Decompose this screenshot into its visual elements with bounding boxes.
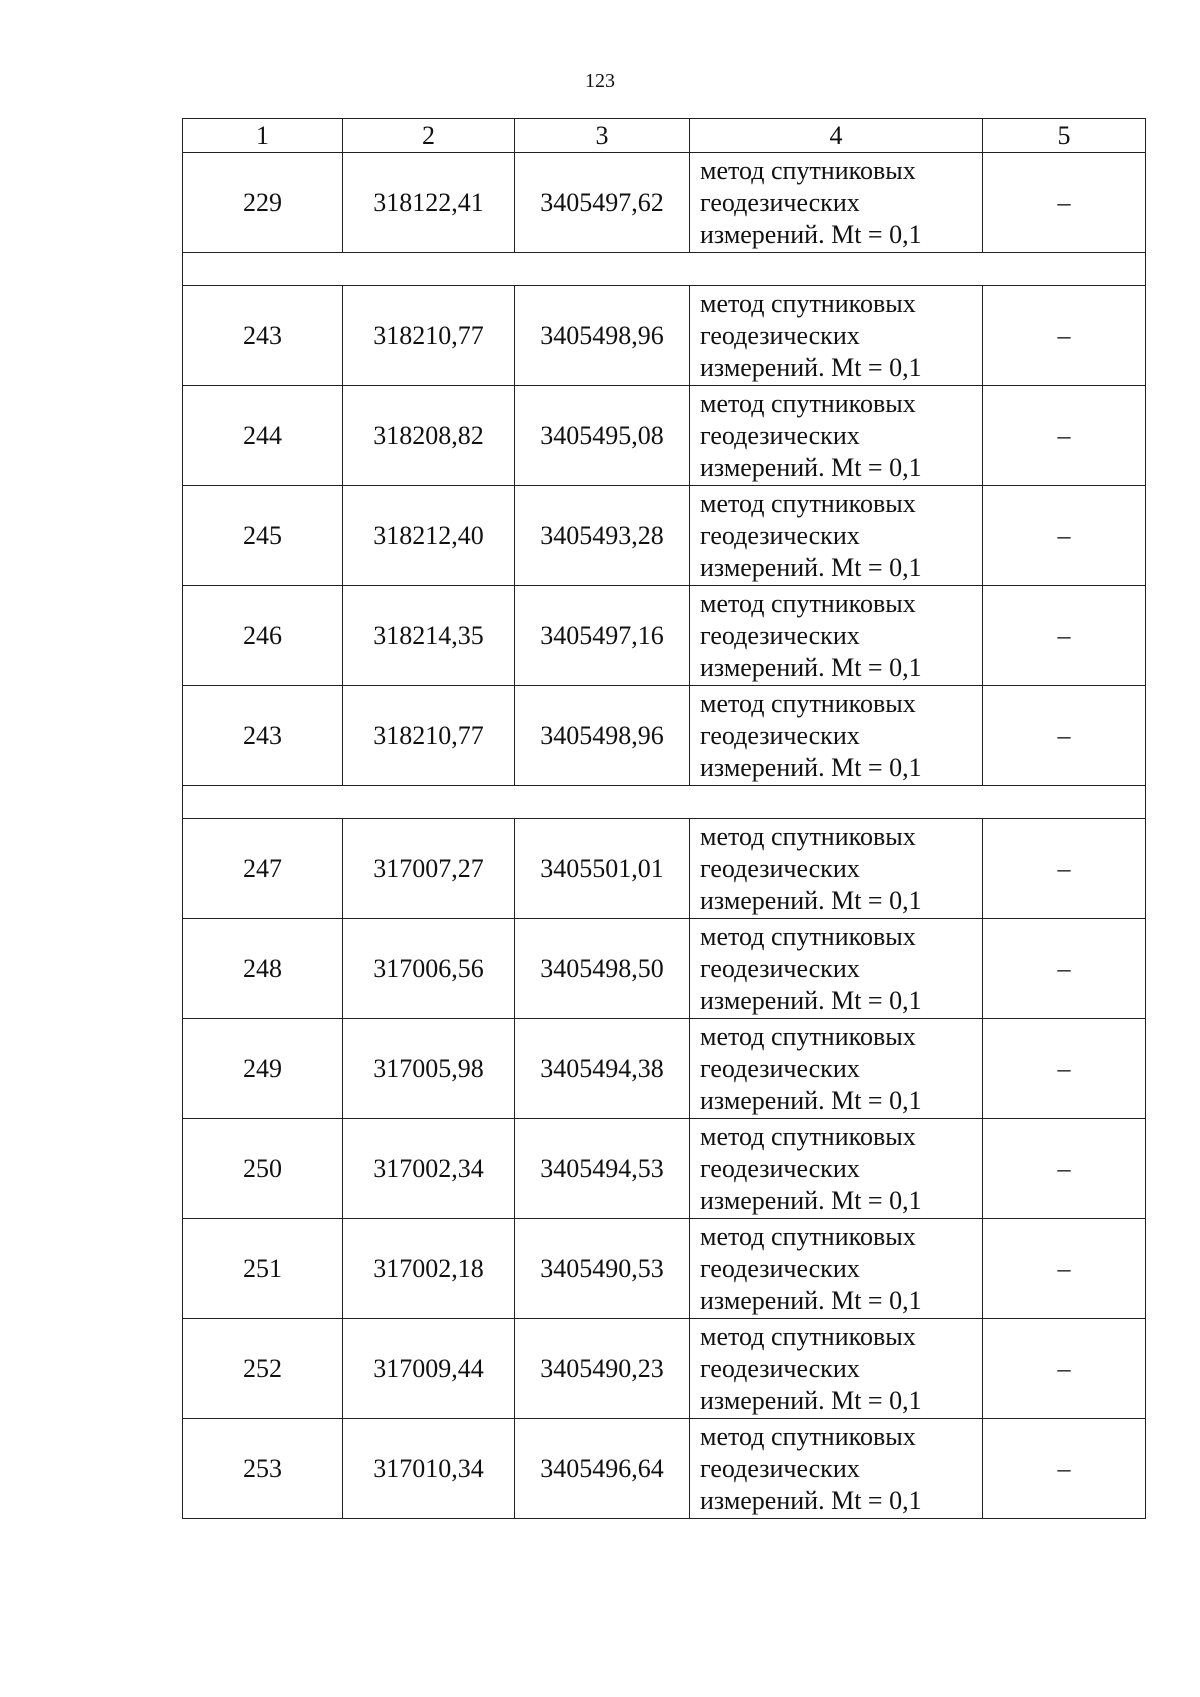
- section-separator-row: [183, 786, 1146, 819]
- method-line: метод спутниковых: [700, 1221, 916, 1251]
- method-line: измерений. Mt = 0,1: [700, 1385, 922, 1415]
- point-number-cell: 252: [183, 1319, 343, 1419]
- separator-cell: [183, 786, 1146, 819]
- table-row: [183, 919, 1146, 1019]
- method-line: метод спутниковых: [700, 155, 916, 185]
- note-cell: –: [983, 1019, 1146, 1119]
- column-header-5: 5: [983, 119, 1146, 153]
- y-coordinate-cell: 3405498,50: [515, 919, 690, 1019]
- point-number-cell: 253: [183, 1419, 343, 1519]
- table-row: [183, 819, 1146, 919]
- point-number-cell: 229: [183, 153, 343, 253]
- x-coordinate-cell: 317005,98: [343, 1019, 515, 1119]
- column-header-3: 3: [515, 119, 690, 153]
- method-cell: [690, 286, 983, 386]
- y-coordinate-cell: 3405496,64: [515, 1419, 690, 1519]
- y-coordinate-cell: 3405493,28: [515, 486, 690, 586]
- method-cell: [690, 153, 983, 253]
- table-row: [183, 1219, 1146, 1319]
- table-row: [183, 1019, 1146, 1119]
- method-line: измерений. Mt = 0,1: [700, 752, 922, 782]
- x-coordinate-cell: 317009,44: [343, 1319, 515, 1419]
- point-number-cell: 247: [183, 819, 343, 919]
- method-cell: [690, 686, 983, 786]
- x-coordinate-cell: 318212,40: [343, 486, 515, 586]
- page-number: 123: [585, 70, 615, 92]
- y-coordinate-cell: 3405497,16: [515, 586, 690, 686]
- point-number-cell: 248: [183, 919, 343, 1019]
- point-number-cell: 246: [183, 586, 343, 686]
- note-cell: –: [983, 686, 1146, 786]
- table-header: [183, 119, 1146, 153]
- note-cell: –: [983, 286, 1146, 386]
- table-row: [183, 1119, 1146, 1219]
- x-coordinate-cell: 318122,41: [343, 153, 515, 253]
- method-line: метод спутниковых: [700, 821, 916, 851]
- method-line: метод спутниковых: [700, 1321, 916, 1351]
- y-coordinate-cell: 3405497,62: [515, 153, 690, 253]
- method-line: измерений. Mt = 0,1: [700, 552, 922, 582]
- method-line: измерений. Mt = 0,1: [700, 985, 922, 1015]
- method-cell: [690, 1119, 983, 1219]
- table-row: [183, 286, 1146, 386]
- section-separator-row: [183, 253, 1146, 286]
- header-row: [183, 119, 1146, 153]
- y-coordinate-cell: 3405494,38: [515, 1019, 690, 1119]
- point-number-cell: 243: [183, 286, 343, 386]
- method-line: геодезических: [700, 720, 860, 750]
- note-cell: –: [983, 819, 1146, 919]
- method-line: измерений. Mt = 0,1: [700, 652, 922, 682]
- method-line: метод спутниковых: [700, 1121, 916, 1151]
- method-line: измерений. Mt = 0,1: [700, 352, 922, 382]
- x-coordinate-cell: 317002,34: [343, 1119, 515, 1219]
- method-line: измерений. Mt = 0,1: [700, 1285, 922, 1315]
- method-cell: [690, 486, 983, 586]
- method-line: геодезических: [700, 1353, 860, 1383]
- note-cell: –: [983, 919, 1146, 1019]
- method-line: геодезических: [700, 620, 860, 650]
- note-cell: –: [983, 386, 1146, 486]
- y-coordinate-cell: 3405501,01: [515, 819, 690, 919]
- method-line: геодезических: [700, 1253, 860, 1283]
- x-coordinate-cell: 318214,35: [343, 586, 515, 686]
- method-line: измерений. Mt = 0,1: [700, 1485, 922, 1515]
- method-line: геодезических: [700, 953, 860, 983]
- method-cell: [690, 919, 983, 1019]
- method-line: измерений. Mt = 0,1: [700, 219, 922, 249]
- method-line: метод спутниковых: [700, 388, 916, 418]
- note-cell: –: [983, 486, 1146, 586]
- table-row: [183, 1319, 1146, 1419]
- coordinates-table: [182, 118, 1146, 1519]
- method-line: метод спутниковых: [700, 688, 916, 718]
- method-cell: [690, 1419, 983, 1519]
- note-cell: –: [983, 1119, 1146, 1219]
- table-row: [183, 686, 1146, 786]
- method-line: метод спутниковых: [700, 588, 916, 618]
- y-coordinate-cell: 3405490,53: [515, 1219, 690, 1319]
- method-line: измерений. Mt = 0,1: [700, 1185, 922, 1215]
- note-cell: –: [983, 586, 1146, 686]
- method-line: геодезических: [700, 1453, 860, 1483]
- y-coordinate-cell: 3405490,23: [515, 1319, 690, 1419]
- method-cell: [690, 1219, 983, 1319]
- method-line: измерений. Mt = 0,1: [700, 1085, 922, 1115]
- table-row: [183, 153, 1146, 253]
- x-coordinate-cell: 317007,27: [343, 819, 515, 919]
- point-number-cell: 250: [183, 1119, 343, 1219]
- method-cell: [690, 586, 983, 686]
- point-number-cell: 244: [183, 386, 343, 486]
- method-line: геодезических: [700, 420, 860, 450]
- table-row: [183, 386, 1146, 486]
- x-coordinate-cell: 318210,77: [343, 286, 515, 386]
- point-number-cell: 251: [183, 1219, 343, 1319]
- table-row: [183, 1419, 1146, 1519]
- method-line: геодезических: [700, 520, 860, 550]
- table-body: [183, 153, 1146, 1519]
- method-line: метод спутниковых: [700, 921, 916, 951]
- column-header-1: 1: [183, 119, 343, 153]
- method-cell: [690, 386, 983, 486]
- method-line: метод спутниковых: [700, 488, 916, 518]
- method-line: геодезических: [700, 320, 860, 350]
- point-number-cell: 245: [183, 486, 343, 586]
- note-cell: –: [983, 1219, 1146, 1319]
- method-line: геодезических: [700, 187, 860, 217]
- note-cell: –: [983, 1419, 1146, 1519]
- x-coordinate-cell: 317010,34: [343, 1419, 515, 1519]
- method-line: геодезических: [700, 1153, 860, 1183]
- y-coordinate-cell: 3405498,96: [515, 286, 690, 386]
- column-header-2: 2: [343, 119, 515, 153]
- method-line: метод спутниковых: [700, 1021, 916, 1051]
- x-coordinate-cell: 317002,18: [343, 1219, 515, 1319]
- note-cell: –: [983, 1319, 1146, 1419]
- table-row: [183, 486, 1146, 586]
- method-line: измерений. Mt = 0,1: [700, 452, 922, 482]
- point-number-cell: 249: [183, 1019, 343, 1119]
- point-number-cell: 243: [183, 686, 343, 786]
- y-coordinate-cell: 3405495,08: [515, 386, 690, 486]
- y-coordinate-cell: 3405494,53: [515, 1119, 690, 1219]
- method-cell: [690, 1319, 983, 1419]
- note-cell: –: [983, 153, 1146, 253]
- method-line: метод спутниковых: [700, 288, 916, 318]
- method-line: метод спутниковых: [700, 1421, 916, 1451]
- y-coordinate-cell: 3405498,96: [515, 686, 690, 786]
- x-coordinate-cell: 317006,56: [343, 919, 515, 1019]
- method-line: геодезических: [700, 1053, 860, 1083]
- method-cell: [690, 1019, 983, 1119]
- method-line: геодезических: [700, 853, 860, 883]
- separator-cell: [183, 253, 1146, 286]
- x-coordinate-cell: 318210,77: [343, 686, 515, 786]
- x-coordinate-cell: 318208,82: [343, 386, 515, 486]
- column-header-4: 4: [690, 119, 983, 153]
- method-line: измерений. Mt = 0,1: [700, 885, 922, 915]
- table-row: [183, 586, 1146, 686]
- method-cell: [690, 819, 983, 919]
